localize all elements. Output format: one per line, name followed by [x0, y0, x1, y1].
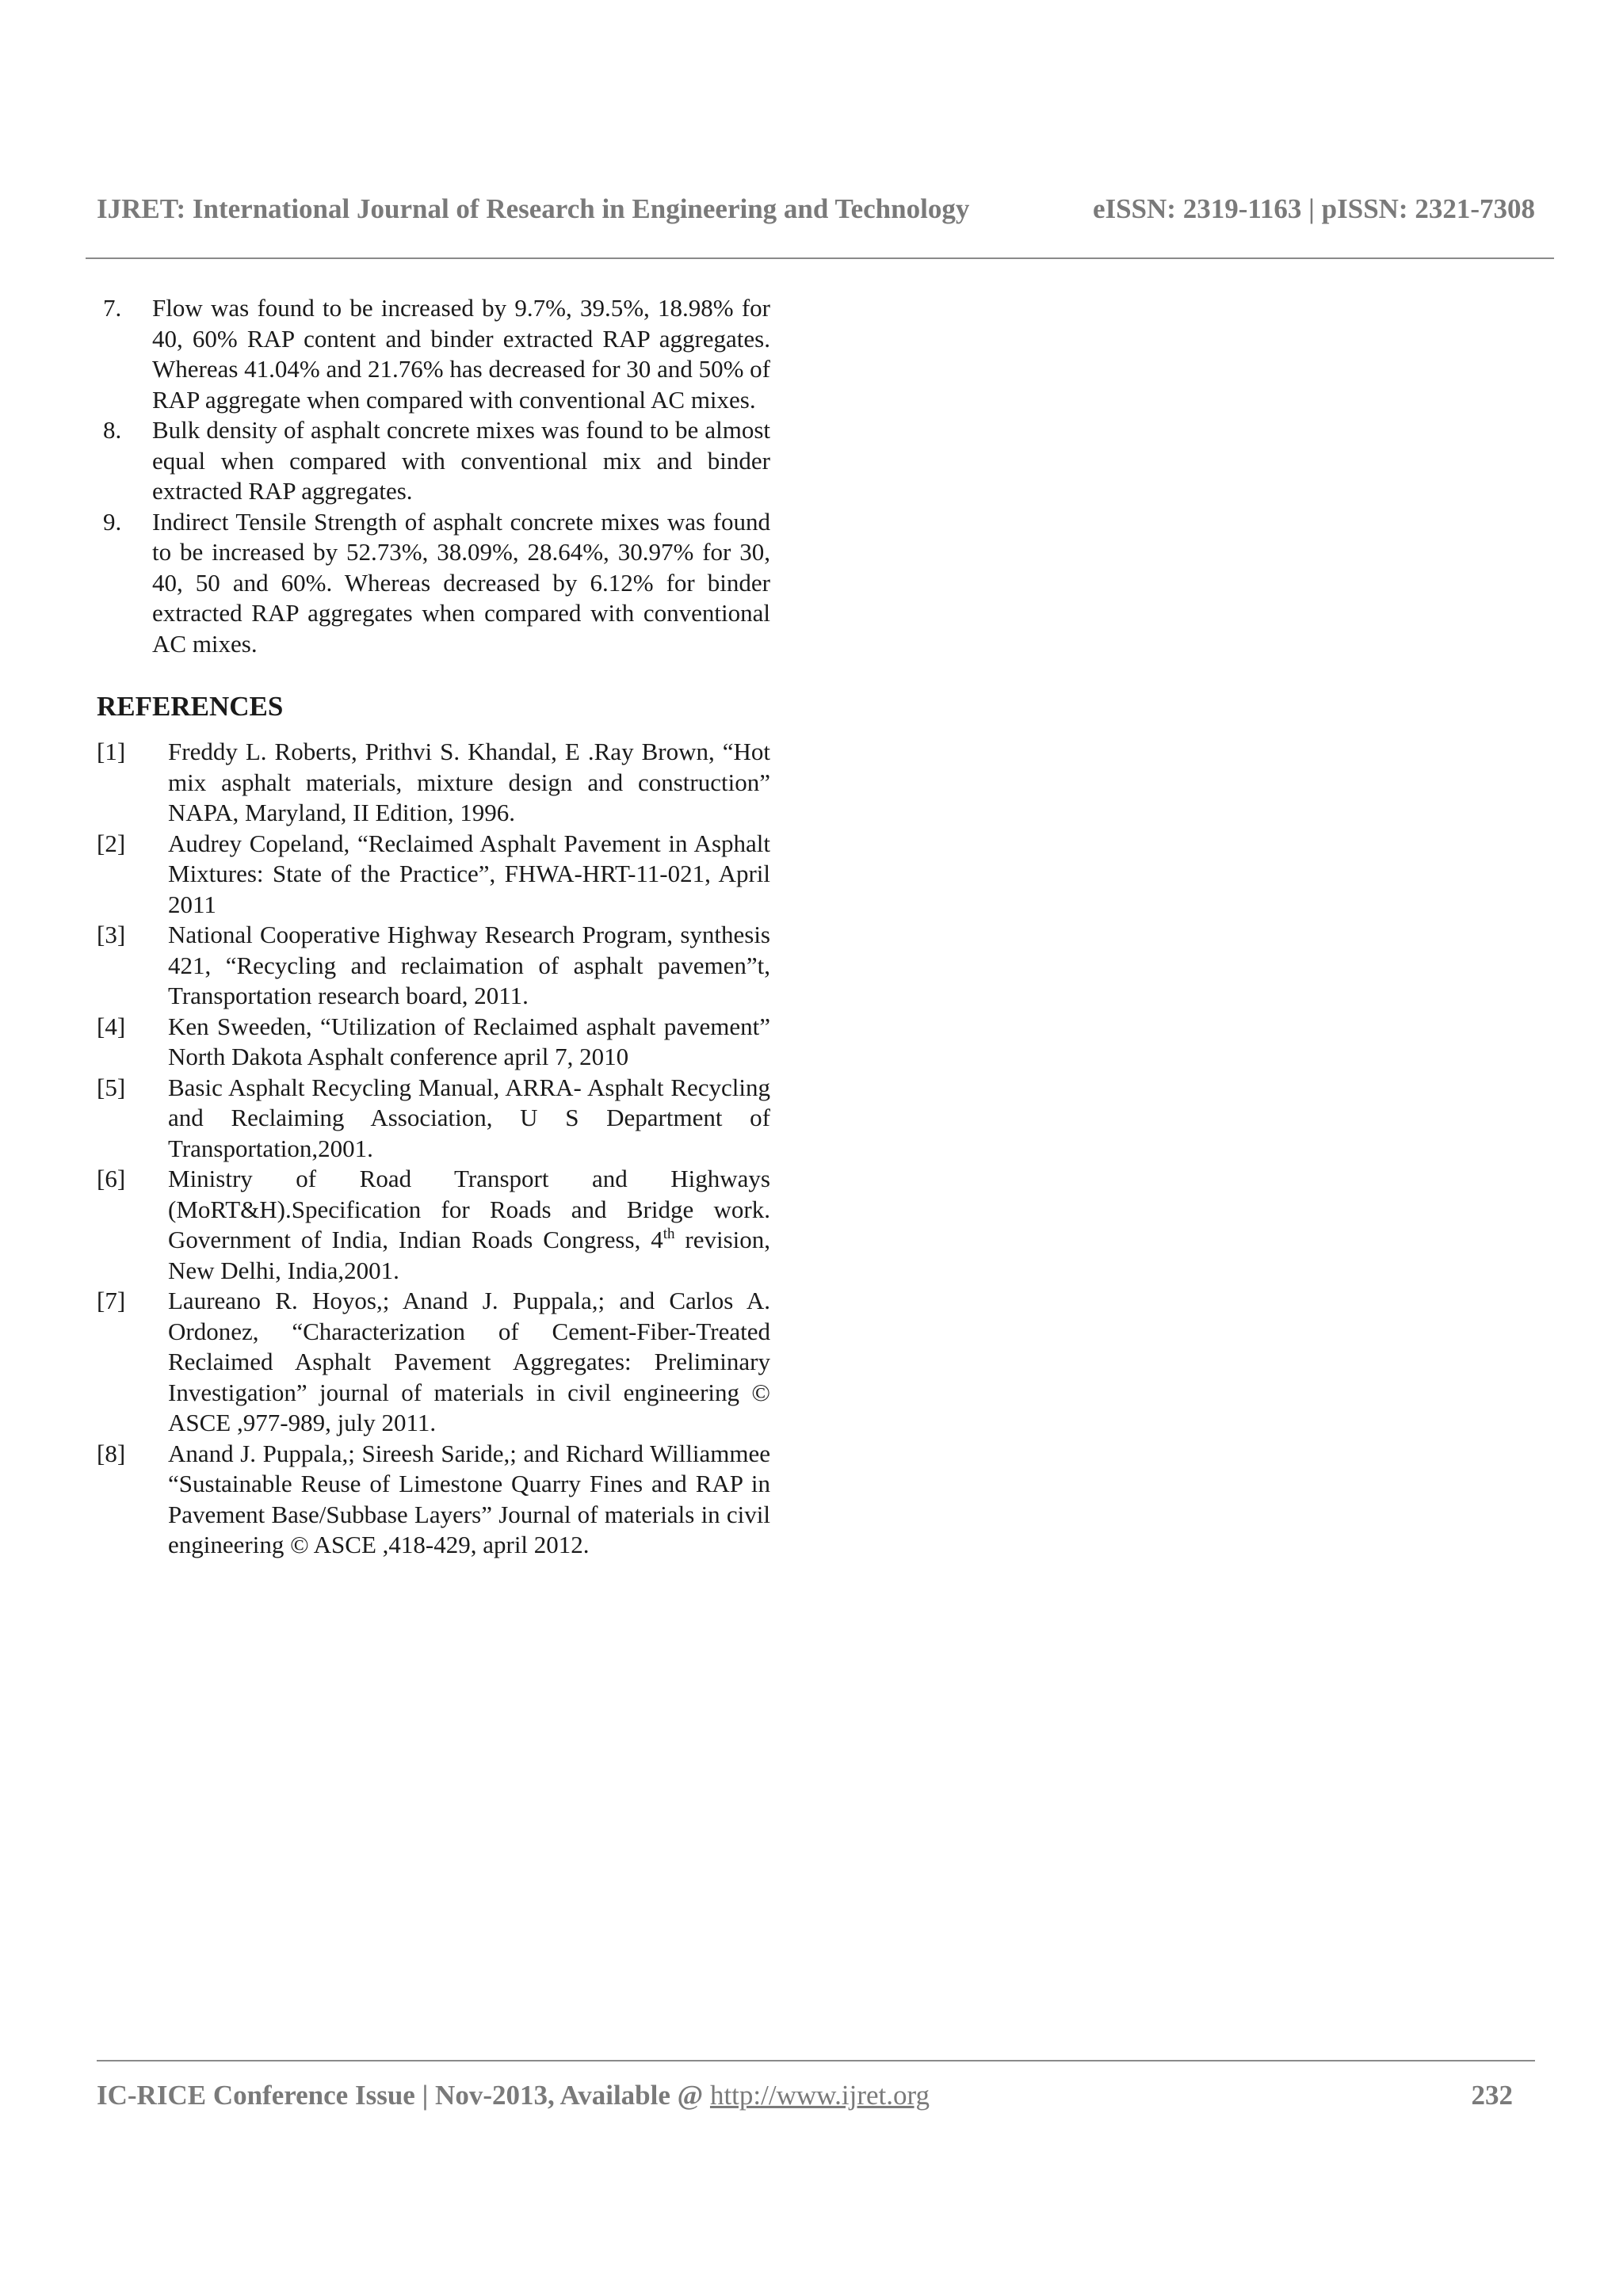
reference-number: [3]: [97, 921, 126, 948]
item-number: 7.: [103, 294, 122, 322]
ordinal-superscript: th: [663, 1226, 675, 1242]
references-list: [97, 737, 770, 1561]
reference-text: Anand J. Puppala,; Sireesh Saride,; and Richard Williammee “Sustainable Reuse of Limestone Quarry Fines and RAP in Pavement Base/Subbase Layers” Journal of materials in civil engineering © ASCE ,418-429, april 2012.: [168, 1439, 770, 1558]
header-divider: [86, 257, 1554, 259]
item-number: 9.: [103, 507, 122, 536]
item-text: Flow was found to be increased by 9.7%, 39.5%, 18.98% for 40, 60% RAP content and binder extracted RAP aggregates. Whereas 41.04% and 21.76% has decreased for 30 and 50% of RAP aggregate when compared with conventional AC mixes.: [152, 294, 770, 414]
reference-number: [2]: [97, 829, 126, 857]
reference-text: Audrey Copeland, “Reclaimed Asphalt Pavement in Asphalt Mixtures: State of the Practice”, FHWA-HRT-11-021, April 2011: [168, 829, 770, 918]
reference-text: [168, 1164, 770, 1286]
page-number: 232: [1471, 2080, 1513, 2111]
list-item: [97, 293, 770, 415]
item-text: Bulk density of asphalt concrete mixes was found to be almost equal when compared with conventional mix and binder extracted RAP aggregates.: [152, 416, 770, 505]
reference-item: [97, 829, 770, 921]
reference-number: [7]: [97, 1287, 126, 1314]
reference-number: [6]: [97, 1165, 126, 1192]
references-heading: REFERENCES: [97, 691, 284, 722]
footer-divider: [97, 2060, 1535, 2061]
reference-text-part: revision, New Delhi, India,2001.: [168, 1226, 770, 1284]
reference-item: [97, 1286, 770, 1439]
running-header: [97, 193, 1535, 225]
journal-title: IJRET: International Journal of Research in Engineering and Technology: [97, 193, 970, 224]
reference-text-part: Ministry of Road Transport and Highways (MoRT&H).Specification for Roads and Bridge work. Government of India, Indian Roads Congress, 4: [168, 1165, 770, 1253]
reference-text: Basic Asphalt Recycling Manual, ARRA- Asphalt Recycling and Reclaiming Association, U S Department of Transportation,2001.: [168, 1073, 770, 1162]
reference-number: [4]: [97, 1012, 126, 1040]
reference-text: National Cooperative Highway Research Program, synthesis 421, “Recycling and reclaimation of asphalt pavemen”t, Transportation research board, 2011.: [168, 921, 770, 1009]
reference-number: [1]: [97, 738, 126, 765]
left-column: [97, 293, 770, 1561]
reference-text: Ken Sweeden, “Utilization of Reclaimed asphalt pavement” North Dakota Asphalt conference april 7, 2010: [168, 1012, 770, 1070]
footer-issue: [97, 2080, 930, 2111]
conclusions-list: [97, 293, 770, 659]
reference-text: Freddy L. Roberts, Prithvi S. Khandal, E .Ray Brown, “Hot mix asphalt materials, mixture design and construction” NAPA, Maryland, II Edition, 1996.: [168, 738, 770, 826]
list-item: [97, 415, 770, 507]
reference-number: [5]: [97, 1073, 126, 1101]
running-footer: [97, 2080, 1513, 2111]
item-number: 8.: [103, 416, 122, 444]
reference-item: [97, 920, 770, 1012]
reference-text: Laureano R. Hoyos,; Anand J. Puppala,; and Carlos A. Ordonez, “Characterization of Cement-Fiber-Treated Reclaimed Asphalt Pavement Aggregates: Preliminary Investigation” journal of materials in civil engineering © ASCE ,977-989, july 2011.: [168, 1287, 770, 1436]
issn-info: eISSN: 2319-1163 | pISSN: 2321-7308: [1092, 193, 1535, 224]
issue-text: IC-RICE Conference Issue | Nov-2013, Available @: [97, 2080, 710, 2111]
reference-item: [97, 1164, 770, 1286]
reference-item: [97, 1073, 770, 1165]
reference-item: [97, 1439, 770, 1561]
reference-number: [8]: [97, 1439, 126, 1467]
list-item: [97, 507, 770, 660]
journal-link[interactable]: http://www.ijret.org: [709, 2080, 930, 2111]
reference-item: [97, 1012, 770, 1073]
item-text: Indirect Tensile Strength of asphalt concrete mixes was found to be increased by 52.73%, 38.09%, 28.64%, 30.97% for 30, 40, 50 and 60%. Whereas decreased by 6.12% for binder extracted RAP aggregates when compared with conventional AC mixes.: [152, 507, 770, 658]
reference-item: [97, 737, 770, 829]
